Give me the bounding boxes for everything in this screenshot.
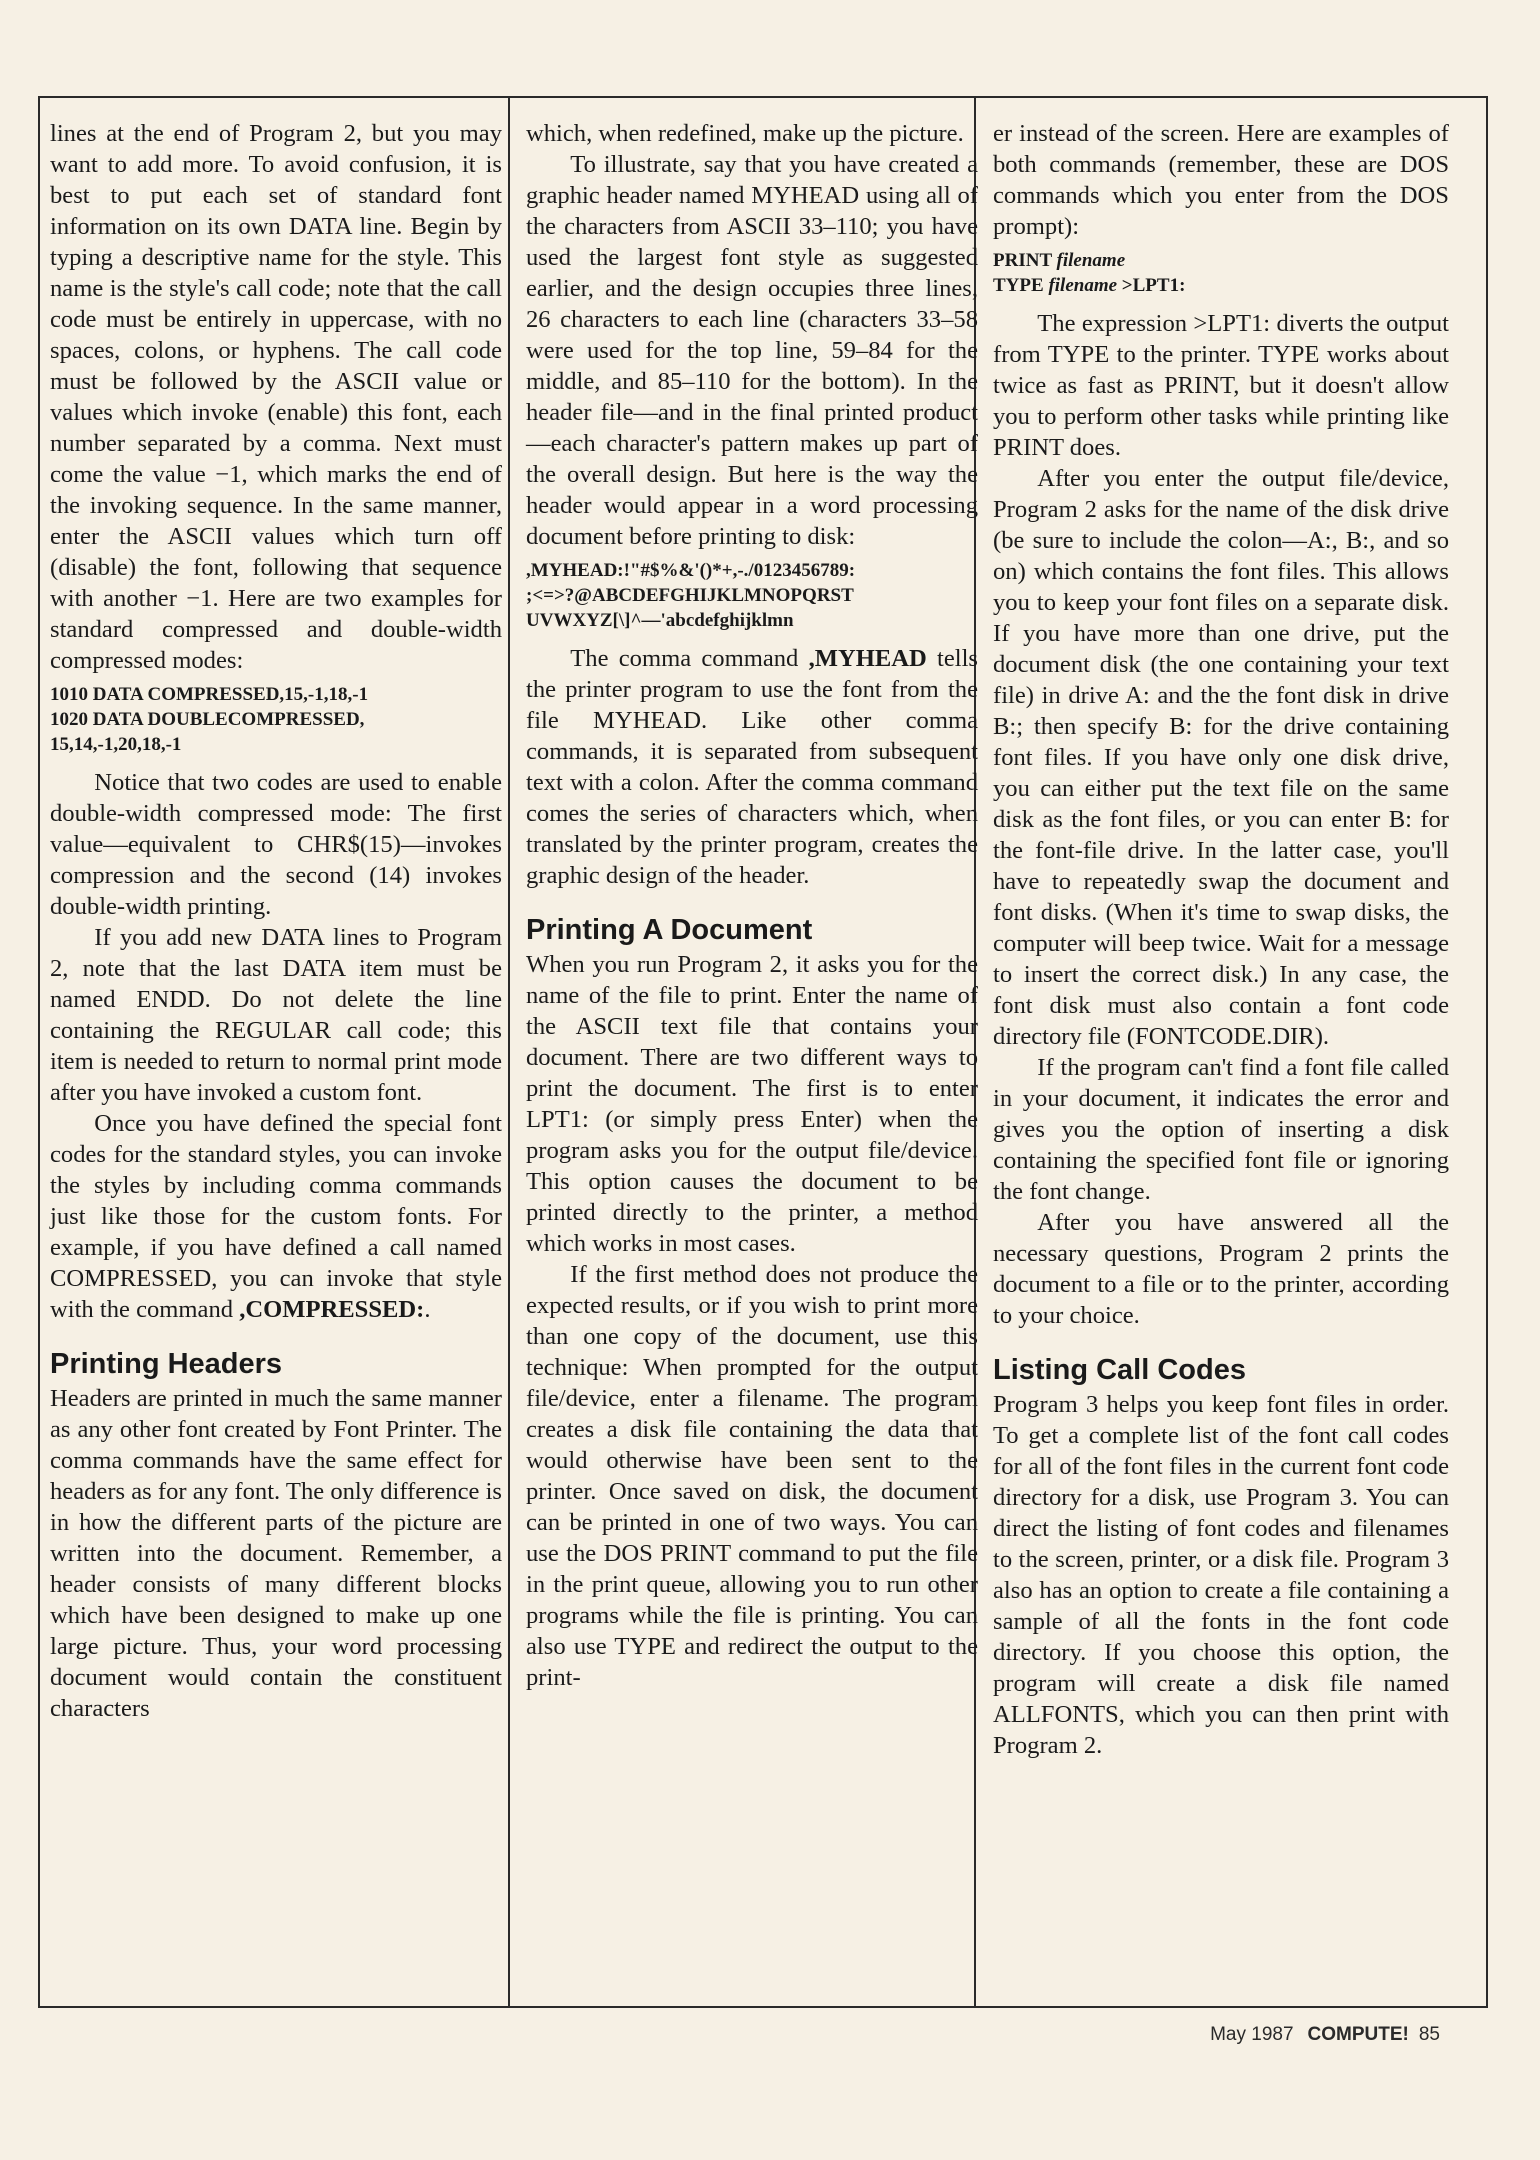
code-keyword: >LPT1: <box>1121 275 1186 296</box>
paragraph <box>50 1108 502 1325</box>
paragraph: When you run Program 2, it asks you for the name of the file to print. Enter the name of the ASCII text file that contains your document. There are two different ways to print the document. The first is to enter LPT1: (or simply press Enter) when the program asks you for the output file/device. This option causes the document to be printed directly to the printer, a method which works in most cases. <box>526 951 978 1257</box>
code-line: ,MYHEAD:!"#$%&'()*+,-./0123456789: <box>526 560 856 581</box>
paragraph: Program 3 helps you keep font files in order. To get a complete list of the font call codes for all of the font files in the current font code directory for a disk, use Program 3. You can direct the listing of font codes and filenames to the screen, printer, or a disk file. Program 3 also has an option to create a file containing a sample of all the fonts in the font code directory. If you choose this option, the program will create a disk file named ALLFONTS, which you can then print with Program 2. <box>993 1391 1449 1759</box>
code-keyword: PRINT <box>993 250 1052 271</box>
paragraph: lines at the end of Program 2, but you may want to add more. To avoid confusion, it is best to put each set of standard font information on its own DATA line. Begin by typing a descriptive name for the style. This name is the style's call code; note that the call code must be entirely in uppercase, with no spaces, colons, or hyphens. The call code must be followed by the ASCII value or values which invoke (enable) this font, each number separated by a comma. Next must come the value −1, which marks the end of the invoking sequence. In the same manner, enter the ASCII values which turn off (disable) the font, following that sequence with another −1. Here are two examples for standard compressed and double-width compressed modes: <box>50 120 502 674</box>
code-line: 15,14,-1,20,18,-1 <box>50 734 182 755</box>
paragraph: After you enter the output file/device, Program 2 asks for the name of the disk drive (be sure to include the colon—A:, B:, and so on) which contains the font files. This allows you to keep your font files on a separate disk. If you have more than one drive, put the document disk (the one containing your text file) in drive A: and the the font disk in drive B:; then specify B: for the drive containing font files. If you have only one disk drive, you can either put the text file on the same disk as the font files, or you can enter B: for the font-file drive. In the latter case, you'll have to repeatedly swap the document and font disks. (When it's time to swap disks, the computer will beep twice. Wait for a message to insert the correct disk.) In any case, the font disk must also contain a font code directory file (FONTCODE.DIR). <box>993 465 1449 1050</box>
paragraph: To illustrate, say that you have created a graphic header named MYHEAD using all of the characters from ASCII 33–110; you have used the largest font style as suggested earlier, and the design occupies three lines, 26 characters to each line (characters 33–58 were used for the top line, 59–84 for the middle, and 85–110 for the bottom). In the header file—and in the final printed product—each character's pattern makes up part of the overall design. But here is the way the header would appear in a word processing document before printing to disk: <box>526 151 978 550</box>
paragraph-text: The comma command <box>570 645 799 672</box>
code-arg: filename <box>1056 250 1126 271</box>
paragraph: Notice that two codes are used to enable double-width compressed mode: The first value—equivalent to CHR$(15)—invokes compression and the second (14) invokes double-width printing. <box>50 769 502 920</box>
code-arg: filename <box>1048 275 1118 296</box>
column-2 <box>526 118 978 1693</box>
code-line: 1020 DATA DOUBLECOMPRESSED, <box>50 709 365 730</box>
paragraph: Headers are printed in much the same manner as any other font created by Font Printer. The comma commands have the same effect for headers as for any font. The only difference is in how the different parts of the picture are written into the document. Remember, a header consists of many different blocks which have been designed to make up one large picture. Thus, your word processing document would contain the constituent characters <box>50 1385 502 1722</box>
section-heading: Printing A Document <box>526 914 813 946</box>
paragraph-text: tells the printer program to use the font from the file MYHEAD. Like other comma commands, it is separated from subsequent text with a colon. After the comma command comes the series of characters which, when translated by the printer program, creates the graphic design of the header. <box>526 645 978 889</box>
issue-date: May 1987 <box>1210 2024 1294 2045</box>
comma-command: ,MYHEAD <box>808 645 927 672</box>
column-3 <box>993 118 1449 1761</box>
code-keyword: TYPE <box>993 275 1044 296</box>
page-footer <box>1210 2024 1440 2046</box>
code-listing <box>993 248 1449 298</box>
section-heading: Printing Headers <box>50 1348 283 1380</box>
code-listing <box>526 558 978 633</box>
paragraph: If the program can't find a font file called in your document, it indicates the error and gives you the option of inserting a disk containing the specified font file or ignoring the font change. <box>993 1054 1449 1205</box>
paragraph: which, when redefined, make up the picture. <box>526 120 964 147</box>
code-listing <box>50 682 502 757</box>
paragraph: After you have answered all the necessary questions, Program 2 prints the document to a file or to the printer, according to your choice. <box>993 1209 1449 1329</box>
paragraph-text: . <box>424 1296 431 1323</box>
paragraph: er instead of the screen. Here are examples of both commands (remember, these are DOS commands which you enter from the DOS prompt): <box>993 120 1449 240</box>
comma-command: ,COMPRESSED: <box>239 1296 425 1323</box>
column-rule-1 <box>508 96 510 2008</box>
page-number: 85 <box>1418 2024 1440 2045</box>
code-line: 1010 DATA COMPRESSED,15,-1,18,-1 <box>50 684 369 705</box>
code-line: ;<=>?@ABCDEFGHIJKLMNOPQRST <box>526 585 854 606</box>
paragraph: If you add new DATA lines to Program 2, note that the last DATA item must be named ENDD. Do not delete the line containing the REGULAR call code; this item is needed to return to normal print mode after you have invoked a custom font. <box>50 924 502 1106</box>
paragraph <box>526 643 978 891</box>
paragraph-text: Once you have defined the special font codes for the standard styles, you can invoke the styles by including comma commands just like those for the custom fonts. For example, if you have defined a call named COMPRESSED, you can invoke that style with the command <box>50 1110 502 1323</box>
column-1 <box>50 118 502 1724</box>
code-line: UVWXYZ[\]^—'abcdefghijklmn <box>526 610 794 631</box>
paragraph: If the first method does not produce the expected results, or if you wish to print more than one copy of the document, use this technique: When prompted for the output file/device, enter a filename. The program creates a disk file containing the data that would otherwise have been sent to the printer. Once saved on disk, the document can be printed in one of two ways. You can use the DOS PRINT command to put the file in the print queue, allowing you to run other programs while the file is printing. You can also use TYPE and redirect the output to the print- <box>526 1261 978 1691</box>
magazine-name: COMPUTE! <box>1307 2024 1409 2045</box>
code-line <box>993 273 1449 298</box>
paragraph: The expression >LPT1: diverts the output from TYPE to the printer. TYPE works about twice as fast as PRINT, but it doesn't allow you to perform other tasks while printing like PRINT does. <box>993 310 1449 461</box>
section-heading: Listing Call Codes <box>993 1354 1246 1386</box>
code-line <box>993 248 1449 273</box>
